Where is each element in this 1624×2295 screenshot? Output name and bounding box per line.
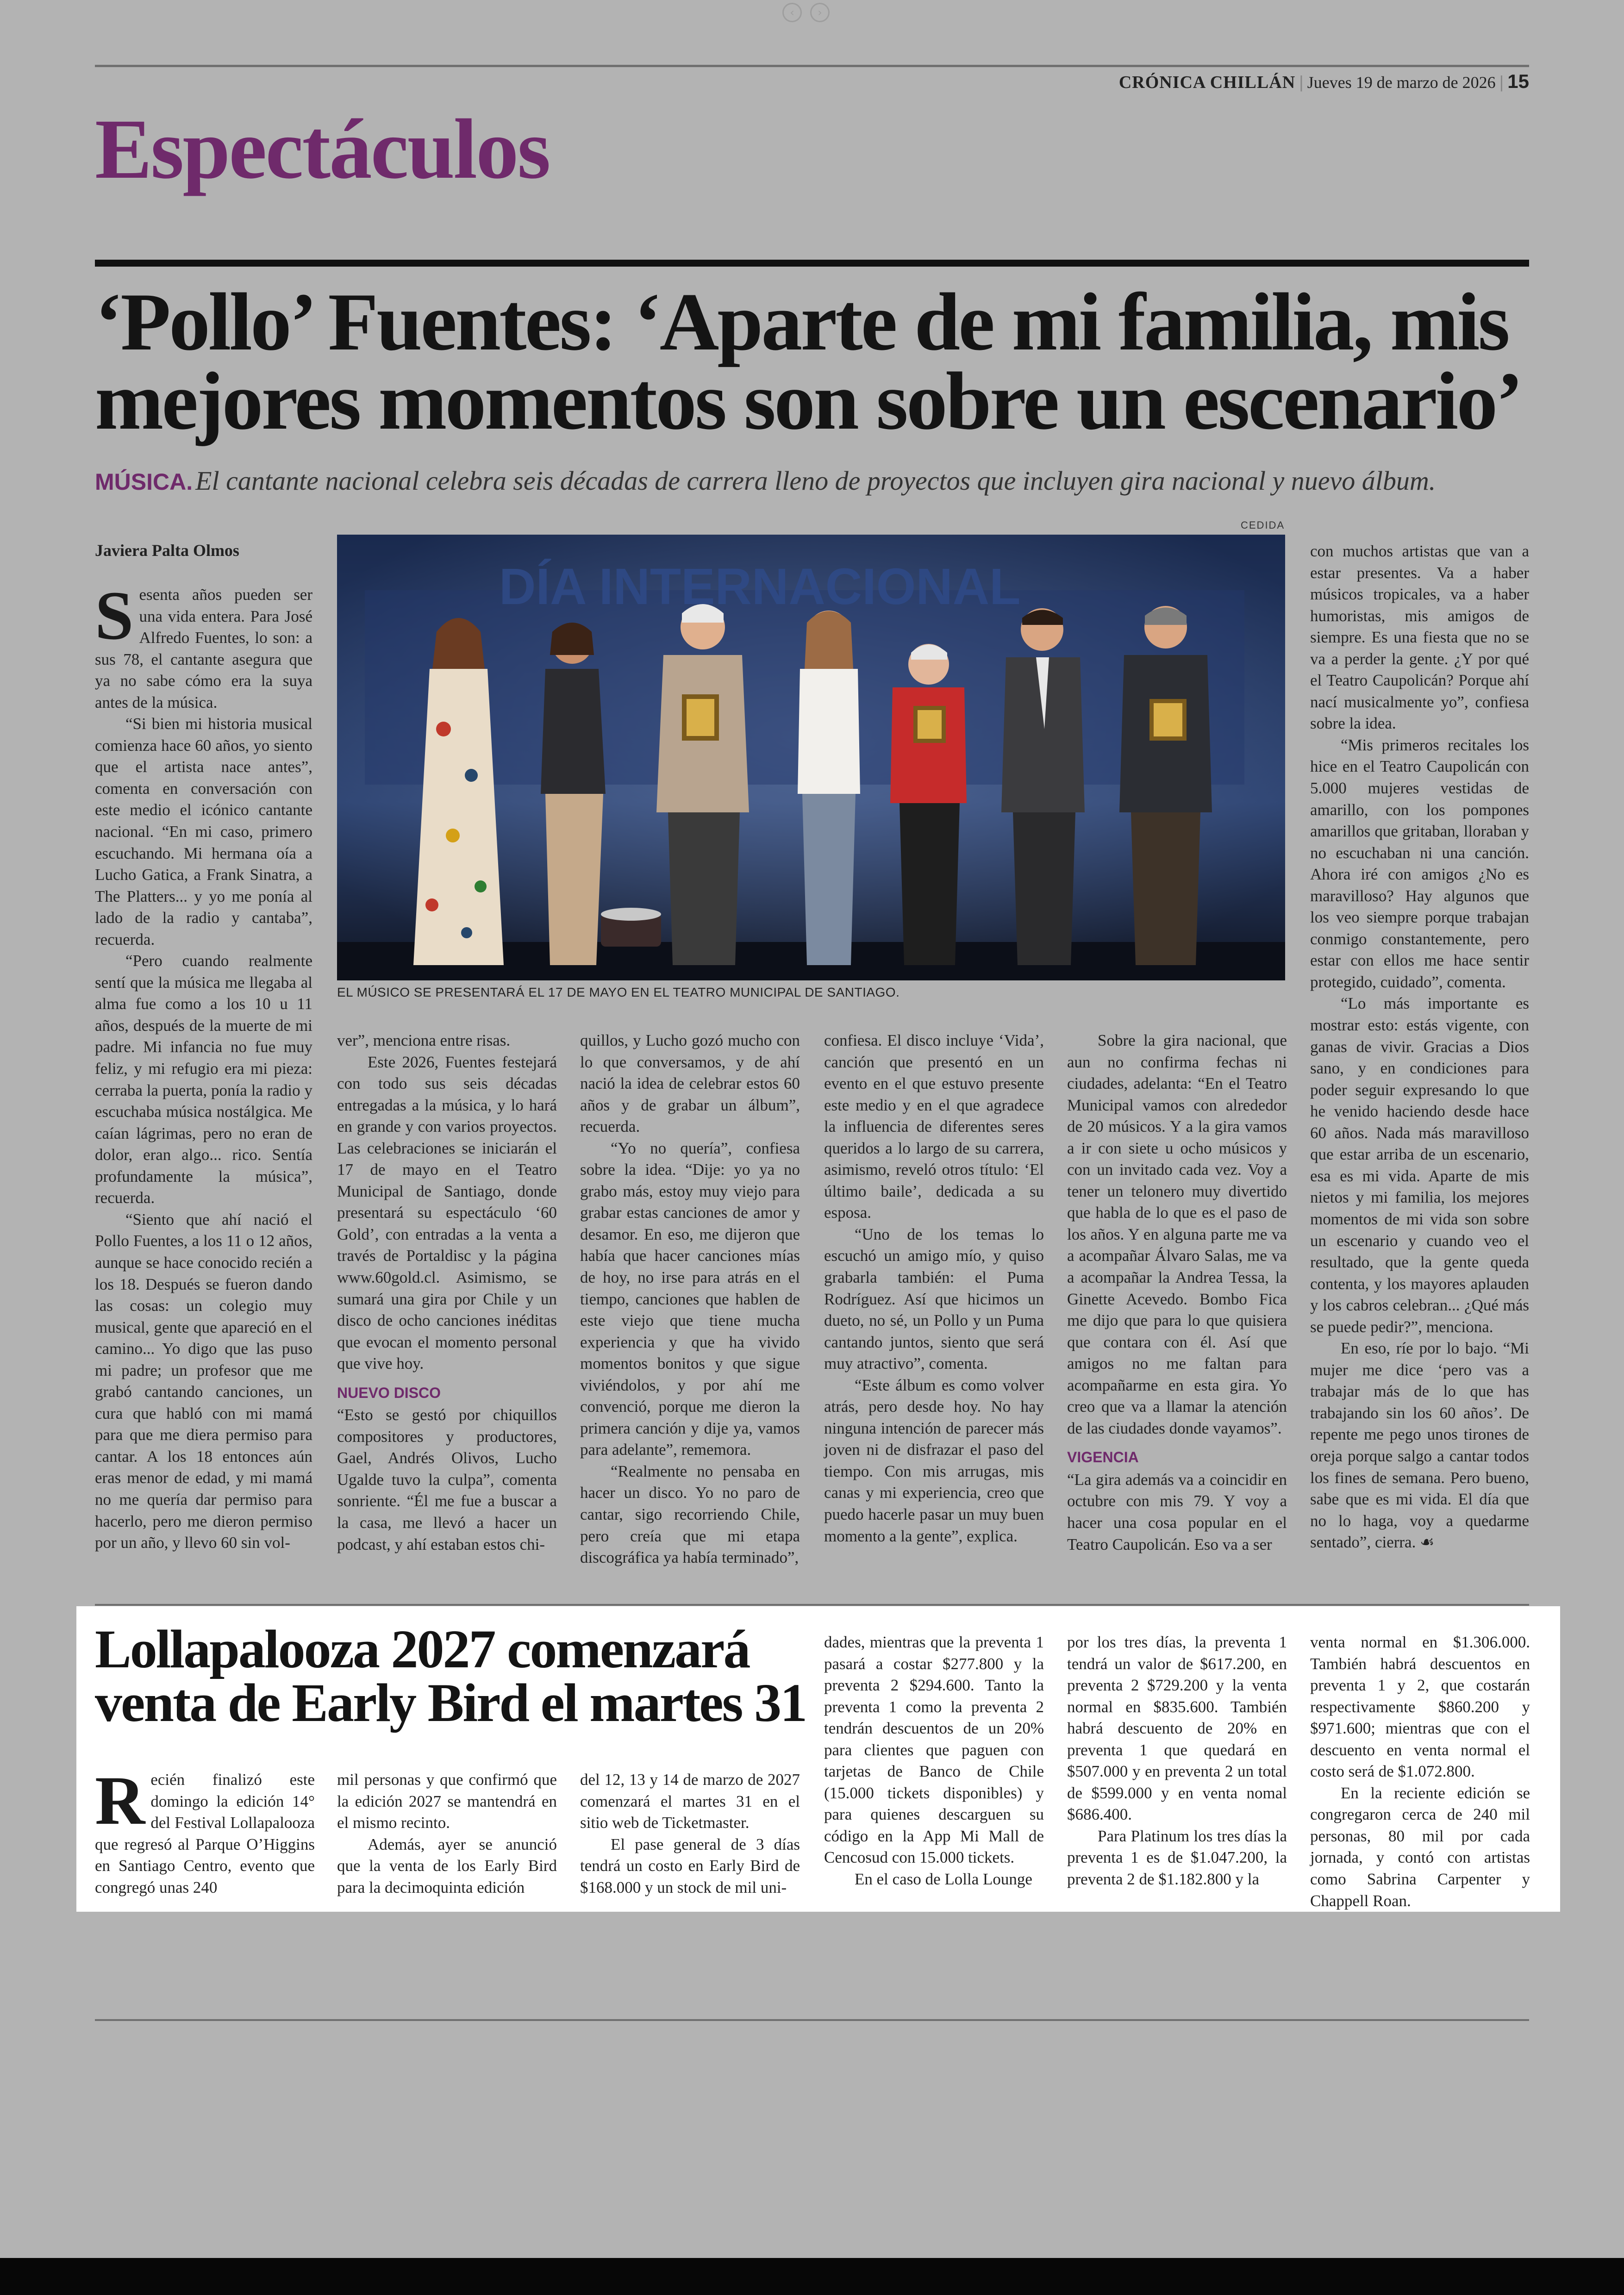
bottom-rule bbox=[95, 2019, 1529, 2021]
photo-banner-text: DÍA INTERNACIONAL bbox=[499, 558, 1021, 615]
paragraph: dades, mientras que la preventa 1 pasará a costar $277.800 y la preventa 2 $294.600. Tanto la preventa 1 como la preventa 2 tendrán descuentos de un 20% para clientes que paguen con tarjetas de Banco de Chile (15.000 tickets disponibles) y para quienes descarguen su código en la App Mi Mall de Cencosud con 15.000 tickets. bbox=[824, 1633, 1044, 1867]
article-column-4 bbox=[824, 1030, 1044, 1547]
paragraph: Sobre la gira nacional, que aun no confirma fechas ni ciudades, adelanta: “En el Teatro Municipal vamos con alrededor de 20 músicos. Y a la gira vamos a ir con siete u ocho músicos y con un invitado cada vez. Voy a tener un telonero muy divertido que habla de lo que es el paso de los años. Y en alguna parte me va a acompañar Álvaro Salas, me va a acompañar la Andrea Tessa, la Ginette Acevedo. Bombo Fica me dijo que para lo que quisiera que contara con él. Así que amigos no me faltan para acompañarme en esta gira. Yo creo que va a llamar la atención de las ciudades donde vayamos”. bbox=[1067, 1031, 1287, 1437]
brief-column-5 bbox=[1067, 1632, 1287, 1890]
brief-column-6 bbox=[1310, 1632, 1530, 1912]
paragraph: Además, ayer se anunció que la venta de los Early Bird para la decimoquinta edición bbox=[337, 1835, 557, 1896]
page-number: 15 bbox=[1507, 70, 1529, 92]
paragraph: por los tres días, la preventa 1 tendrá un valor de $617.200, en preventa 2 $729.200 y la venta normal en $835.600. También habrá descuento de 20% en preventa 1 que quedará en $507.000 y en preventa 2 un total de $599.000 y en venta nomal $686.400. bbox=[1067, 1633, 1287, 1824]
article-column-6 bbox=[1310, 541, 1529, 1553]
issue-date: Jueves 19 de marzo de 2026 bbox=[1307, 73, 1496, 92]
paragraph: “Yo no quería”, confiesa sobre la idea. “Dije: yo ya no grabo más, estoy muy viejo para grabar estas canciones de amor y desamor. En eso, me dijeron que había que hacer canciones mías de hoy, no irse para atrás en el tiempo, canciones que hablen de este viejo que tiene mucha experiencia y que ha vivido momentos bonitos y que sigue viviéndolos, y por ahí me convenció, porque me dieron la primera canción y dije ya, vamos para adelante”, rememora. bbox=[580, 1139, 800, 1459]
article-separator bbox=[95, 1604, 1529, 1606]
paragraph: “Realmente no pensaba en hacer un disco. Yo no paro de cantar, sigo recorriendo Chile, pero creía que mi etapa discográfica ya había terminado”, bbox=[580, 1462, 800, 1567]
deck bbox=[95, 465, 1535, 496]
article-column-3 bbox=[580, 1030, 800, 1569]
paragraph: mil personas y que confirmó que la edición 2027 se mantendrá en el mismo recinto. bbox=[337, 1771, 557, 1832]
folio: CRÓNICA CHILLÁN | Jueves 19 de marzo de 2026 | 15 bbox=[1118, 70, 1529, 92]
fleuron-end-icon: ☙ bbox=[1420, 1533, 1435, 1552]
article-column-2 bbox=[337, 1030, 557, 1555]
photo-credit: CEDIDA bbox=[1241, 519, 1285, 531]
paragraph: con muchos artistas que van a estar presentes. Va a haber músicos tropicales, va a haber humoristas, mis amigos de siempre. Es una fiesta que no se va a perder la gente. ¿Y por qué el Teatro Caupolicán? Porque ahí nací musicalmente yo”, confiesa sobre la idea. bbox=[1310, 542, 1529, 733]
page-navigation bbox=[782, 3, 838, 19]
paragraph: “Este álbum es como volver atrás, pero desde hoy. No hay ninguna intención de parecer más joven ni de disfrazar el paso del tiempo. Con mis arrugas, mis canas y mi experiencia, creo que puedo hacerle pasar un muy buen momento a la gente”, explica. bbox=[824, 1376, 1044, 1545]
publication-name: CRÓNICA CHILLÁN bbox=[1118, 73, 1296, 92]
byline: Javiera Palta Olmos bbox=[95, 541, 239, 560]
photo-caption: EL MÚSICO SE PRESENTARÁ EL 17 DE MAYO EN EL TEATRO MUNICIPAL DE SANTIAGO. bbox=[337, 985, 900, 999]
paragraph: En eso, ríe por lo bajo. “Mi mujer me dice ‘pero vas a trabajar más de lo que has trabajando sin los 60 años’. De repente me pego unos tirones de oreja porque salgo a cantar todos los fines de semana. Pero bueno, sabe que es mi vida. El día que no lo haga, voy a quedarme sentado”, cierra. bbox=[1310, 1339, 1529, 1552]
drop-cap: S bbox=[95, 577, 134, 654]
subheading: VIGENCIA bbox=[1067, 1449, 1139, 1466]
paragraph: “Si bien mi historia musical comienza hace 60 años, yo siento que el artista nace antes”, comenta en conversación con este medio el icónico cantante nacional. “En mi caso, primero escuchando. Mi hermana oía a Lucho Gatica, a Frank Sinatra, a The Platters... y yo me ponía al lado de la radio y cantaba”, recuerda. bbox=[95, 715, 312, 948]
article-photo bbox=[337, 535, 1285, 980]
previous-page-icon[interactable]: ‹ bbox=[782, 3, 802, 22]
paragraph: “Uno de los temas lo escuchó un amigo mío, y quiso grabarla también: el Puma Rodríguez. Así que hicimos un dueto, no sé, un Pollo y un Puma cantando juntos, siento que será muy atractivo”, comenta. bbox=[824, 1225, 1044, 1373]
section-title: Espectáculos bbox=[95, 102, 550, 197]
viewer-bottom-bar bbox=[0, 2258, 1624, 2295]
section-divider bbox=[95, 260, 1529, 267]
paragraph: Este 2026, Fuentes festejará con todo sus seis décadas entregadas a la música, y lo hará en grande y con varios proyectos. Las celebraciones se iniciarán el 17 de mayo en el Teatro Municipal de Santiago, donde presentará su espectáculo ‘60 Gold’, con entradas a la venta a través de Portaldisc y la página www.60gold.cl. Asimismo, se sumará una gira por Chile y un disco de ocho canciones inéditas que evocan el momento personal que vive hoy. bbox=[337, 1053, 557, 1373]
article-column-5 bbox=[1067, 1030, 1287, 1555]
paragraph: del 12, 13 y 14 de marzo de 2027 comenzará el martes 31 en el sitio web de Ticketmaster. bbox=[580, 1771, 800, 1832]
main-headline: ‘Pollo’ Fuentes: ‘Aparte de mi familia, mis mejores momentos son sobre un escenario’ bbox=[95, 276, 1522, 447]
deck-text: El cantante nacional celebra seis décadas de carrera lleno de proyectos que incluyen gira nacional y nuevo álbum. bbox=[195, 466, 1436, 496]
brief-column-2 bbox=[337, 1769, 557, 1898]
paragraph: En la reciente edición se congregaron cerca de 240 mil personas, 80 mil por cada jornada, y contó con artistas como Sabrina Carpenter y Chappell Roan. bbox=[1310, 1784, 1530, 1910]
article-column-1 bbox=[95, 577, 312, 1554]
brief-column-1 bbox=[95, 1762, 315, 1898]
paragraph: “Siento que ahí nació el Pollo Fuentes, a los 11 o 12 años, aunque se hace conocido recién a los 18. Después se fueron dando las cosas: un colegio muy musical, gente que apareció en el camino... Yo digo que las puso mi padre; un profesor que me grabó cantando canciones, un cura que habló con mi mamá para que me diera permiso para cantar. A los 18 entonces aún eras menor de edad, y mi mamá no me quería dar permiso para hacerlo, pero me dieron permiso por un año, y llevo 60 sin vol- bbox=[95, 1210, 312, 1552]
paragraph: “Pero cuando realmente sentí que la música me llegaba al alma fue como a los 10 u 11 años, después de la muerte de mi padre. Mi infancia no fue muy feliz, y mi refugio era mi pieza: cerraba la puerta, ponía la radio y escuchaba música nostálgica. Me caían lágrimas, pero no eran de dolor, eran algo... rico. Sentía profundamente la música”, recuerda. bbox=[95, 952, 312, 1207]
subheading: NUEVO DISCO bbox=[337, 1384, 441, 1401]
kicker: MÚSICA. bbox=[95, 469, 193, 495]
paragraph: “Esto se gestó por chiquillos compositores y productores, Gael, Andrés Olivos, Lucho Ugalde tuvo la culpa”, comenta sonriente. “Él me fue a buscar a la casa, me llevó a hacer un podcast, y ahí estaban estos chi- bbox=[337, 1406, 557, 1553]
top-rule bbox=[95, 65, 1529, 67]
paragraph: “Mis primeros recitales los hice en el Teatro Caupolicán con 5.000 mujeres vestidas de amarillo, con los pompones amarillos que gritaban, lloraban y no escuchaban ni una canción. Ahora iré con amigos ¿No es maravilloso? Hay algunos que los veo siempre porque trabajan conmigo constantemente, pero estar con ellos me hace sentir protegido, cuidado”, comenta. bbox=[1310, 736, 1529, 991]
paragraph: venta normal en $1.306.000. También habrá descuentos en preventa 1 y 2, que costarán respectivamente $860.200 y $971.600; mientras que con el descuento en venta normal el costo será de $1.072.800. bbox=[1310, 1633, 1530, 1781]
drop-cap: R bbox=[95, 1762, 145, 1839]
paragraph: ver”, menciona entre risas. bbox=[337, 1031, 511, 1049]
brief-column-3 bbox=[580, 1769, 800, 1898]
paragraph: “La gira además va a coincidir en octubre con mis 79. Y voy a hacer una cosa popular en el Teatro Caupolicán. Eso va a ser bbox=[1067, 1470, 1287, 1553]
paragraph: Para Platinum los tres días la preventa 1 es de $1.047.200, la preventa 2 de $1.182.800 y la bbox=[1067, 1827, 1287, 1889]
paragraph: “Lo más importante es mostrar esto: estás vigente, con ganas de vivir. Gracias a Dios sano, y en condiciones para poder seguir expresando lo que he venido haciendo desde hace 60 años. Nada más maravilloso que estar arriba de un escenario, esa es mi vida. Aparte de mis nietos y mi familia, los mejores momentos de mi vida son sobre un escenario y cuando veo el resultado, que la gente queda contenta, y los mayores aplauden y los cabros celebran... ¿Qué más se puede pedir?”, menciona. bbox=[1310, 994, 1529, 1336]
paragraph: ecién finalizó este domingo la edición 14° del Festival Lollapalooza que regresó al Parque O’Higgins en Santiago Centro, evento que congregó unas 240 bbox=[95, 1771, 315, 1896]
paragraph: esenta años pueden ser una vida entera. Para José Alfredo Fuentes, lo son: a sus 78, el cantante asegura que ya no sabe cómo era la suya antes de la música. bbox=[95, 586, 312, 711]
secondary-headline: Lollapalooza 2027 comenzará venta de Early Bird el martes 31 bbox=[95, 1619, 806, 1733]
brief-column-4 bbox=[824, 1632, 1044, 1890]
paragraph: En el caso de Lolla Lounge bbox=[855, 1870, 1032, 1889]
paragraph: El pase general de 3 días tendrá un costo en Early Bird de $168.000 y un stock de mil uni- bbox=[580, 1835, 800, 1896]
next-page-icon[interactable]: › bbox=[810, 3, 830, 22]
paragraph: confiesa. El disco incluye ‘Vida’, canción que presentó en un evento en el que estuvo presente este medio y en el que agradece la influencia de diferentes seres queridos a lo largo de su carrera, asimismo, reveló otros título: ‘El último baile’, dedicada a su esposa. bbox=[824, 1031, 1044, 1222]
paragraph: quillos, y Lucho gozó mucho con lo que conversamos, y de ahí nació la idea de celebrar estos 60 años y de grabar un álbum”, recuerda. bbox=[580, 1031, 800, 1136]
